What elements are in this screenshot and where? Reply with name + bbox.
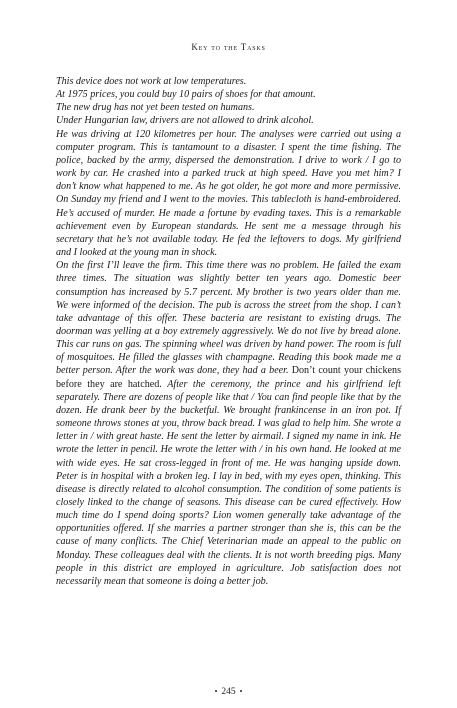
answer-line: At 1975 prices, you could buy 10 pairs of shoes for that amount. (56, 89, 316, 101)
answer-paragraph: He was driving at 120 kilometres per hour. The analyses were carried out using a computer program. This is tantamount to a disaster. I spent the time fishing. The police, backed by the army, dispersed the demonstration. I drive to work / I go to work by car. He crashed into a parked truck at high speed. Have you met him? I don’t know what happened to me. As he got older, he got more and more permissive. On Sunday my friend and I went to the movies. This tablecloth is hand-embroidered. He’s accused of murder. He made a fortune by evading taxes. This is a remarkable achievement even by European standards. He sent me a message through his secretary that he’s not available today. He fed the leftovers to dogs. My girlfriend and I looked at the young man in shock. (56, 128, 401, 259)
answer-line: This device does not work at low temperatures. (56, 76, 247, 87)
page-number-value: 245 (221, 687, 236, 697)
answer-line: Under Hungarian law, drivers are not allowed to drink alcohol. (56, 115, 314, 127)
answer-run: After the ceremony, the prince and his girlfriend left separately. There are dozens of people like that / You can find people like that by the dozen. He drank beer by the bucketful. We brought frankincense in an iron pot. If someone throws stones at you, throw back bread. I was glad to help him. She wrote a letter in / with great haste. He sent the letter by airmail. I signed my name in ink. He wrote the letter in pencil. He wrote the letter with / in his own hand. He looked at me with wide eyes. He sat cross-legged in front of me. He was hanging upside down. Peter is in hospital with a broken leg. I lay in bed, with my eyes open, thinking. This disease is directly related to alcohol consumption. The condition of some patients is closely linked to the change of seasons. This disease can be cured effectively. How much time do I spend doing sports? Lion women generally take advantage of the opportunities offered. If she marries a partner stronger than she is, this can be the cause of many conflicts. The Chief Veterinarian made an appeal to the public on Monday. These colleagues deal with the clients. It is not worth breeding pigs. Many people in this district are employed in agriculture. Job satisfaction does not necessarily mean that someone is doing a better job. (56, 378, 401, 587)
running-head: Key to the Tasks (191, 42, 266, 52)
answer-run: On the first I’ll leave the firm. This time there was no problem. He failed the exam three times. The situation was slightly better ten years ago. Domestic beer consumption has increased by 5.7 percent. My brother is two years older than me. We were informed of the decision. The pub is across the street from the shop. I can’t take advantage of this offer. These bacteria are resistant to existing drugs. The doorman was yelling at a boy extremely aggressively. We do not live by bread alone. This car runs on gas. The spinning wheel was driven by hand power. The room is full of mosquitoes. He filled the glasses with champagne. Reading this book made me a better person. After the work was done, they had a beer. (56, 260, 401, 377)
answer-line: The new drug has not yet been tested on humans. (56, 102, 255, 114)
proverb-upright: Don’t count your chickens before they are hatched. (56, 365, 401, 390)
answer-key-text (56, 75, 401, 588)
folio-ornament-left: • (214, 687, 218, 696)
answer-paragraph (56, 259, 401, 588)
page-number (0, 687, 457, 697)
folio-ornament-right: • (239, 687, 243, 696)
